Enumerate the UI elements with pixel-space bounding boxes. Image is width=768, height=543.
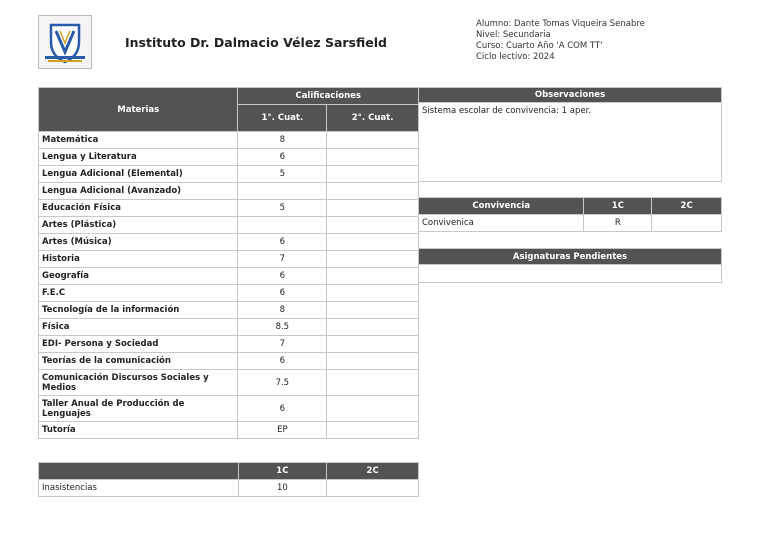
grade-term2 [327,217,419,234]
conduct-col2-header: 2C [652,198,722,215]
grade-term1: 6 [238,149,327,166]
grade-term1: 6 [238,396,327,422]
subject-name: Tecnología de la información [39,302,238,319]
conduct-value-2c [652,215,722,232]
subject-name: EDI- Persona y Sociedad [39,336,238,353]
subject-name: Comunicación Discursos Sociales y Medios [39,370,238,396]
grade-row [39,336,419,353]
student-course: Curso: Cuarto Año 'A COM TT' [476,41,603,51]
grade-row [39,183,419,200]
subject-name: Geografía [39,268,238,285]
grade-term2 [327,319,419,336]
grade-term2 [327,285,419,302]
absences-row [39,480,419,497]
grade-row [39,353,419,370]
grade-term2 [327,132,419,149]
grade-term2 [327,302,419,319]
grade-term2 [327,200,419,217]
grade-term1: 5 [238,200,327,217]
subjects-header: Materias [39,88,238,132]
subject-name: F.E.C [39,285,238,302]
conduct-table [418,197,722,232]
grade-row [39,200,419,217]
grade-term2 [327,396,419,422]
grade-term2 [327,251,419,268]
grade-term1: 5 [238,166,327,183]
grade-row [39,166,419,183]
grade-term1: 8 [238,132,327,149]
absences-table [38,462,419,497]
grade-term2 [327,353,419,370]
grade-row [39,268,419,285]
pending-subjects-table [418,248,722,283]
grade-term2 [327,336,419,353]
grade-term1: 7.5 [238,370,327,396]
grade-term1: EP [238,422,327,439]
grade-term2 [327,149,419,166]
subject-name: Artes (Música) [39,234,238,251]
absences-value-1c: 10 [238,480,327,497]
term1-header: 1°. Cuat. [238,105,327,132]
grade-term1 [238,183,327,200]
subject-name: Lengua Adicional (Avanzado) [39,183,238,200]
grade-row [39,396,419,422]
grade-term2 [327,183,419,200]
observations-text: Sistema escolar de convivencia: 1 aper. [419,103,722,182]
grade-row [39,217,419,234]
conduct-value-1c: R [584,215,652,232]
observations-header: Observaciones [419,88,722,103]
pending-subjects-header: Asignaturas Pendientes [419,249,722,265]
grade-term1: 6 [238,268,327,285]
grade-row [39,422,419,439]
subject-name: Física [39,319,238,336]
grade-term1: 7 [238,336,327,353]
conduct-label: Convivenica [419,215,584,232]
grade-term1: 7 [238,251,327,268]
absences-label: Inasistencias [39,480,239,497]
grade-term1 [238,217,327,234]
grade-term1: 6 [238,234,327,251]
subject-name: Matemática [39,132,238,149]
observations-table [418,87,722,182]
subject-name: Historia [39,251,238,268]
grade-term1: 8.5 [238,319,327,336]
school-logo [38,15,92,69]
subject-name: Tutoría [39,422,238,439]
grade-row [39,149,419,166]
pending-subjects-empty-row [419,265,722,283]
conduct-row [419,215,722,232]
grade-row [39,319,419,336]
student-info [476,19,645,63]
absences-value-2c [327,480,419,497]
grade-term1: 8 [238,302,327,319]
grades-header: Calificaciones [238,88,419,105]
grade-term1: 6 [238,353,327,370]
grade-row [39,132,419,149]
grade-term2 [327,422,419,439]
conduct-col1-header: 1C [584,198,652,215]
subject-name: Teorías de la comunicación [39,353,238,370]
grades-table [38,87,419,439]
subject-name: Taller Anual de Producción de Lenguajes [39,396,238,422]
absences-col2-header: 2C [327,463,419,480]
term2-header: 2°. Cuat. [327,105,419,132]
grade-row [39,370,419,396]
grade-term1: 6 [238,285,327,302]
subject-name: Artes (Plástica) [39,217,238,234]
grade-term2 [327,370,419,396]
student-level: Nivel: Secundaria [476,30,551,40]
subject-name: Lengua y Literatura [39,149,238,166]
school-year: Ciclo lectivo: 2024 [476,52,555,62]
grade-row [39,251,419,268]
grade-row [39,302,419,319]
grade-term2 [327,234,419,251]
grade-row [39,234,419,251]
grade-row [39,285,419,302]
shield-icon [39,16,91,68]
absences-col1-header: 1C [238,463,327,480]
conduct-header: Convivencia [419,198,584,215]
grade-term2 [327,166,419,183]
student-name: Alumno: Dante Tomas Viqueira Senabre [476,19,645,29]
absences-header [39,463,239,480]
grade-term2 [327,268,419,285]
school-name: Instituto Dr. Dalmacio Vélez Sarsfield [125,35,387,50]
subject-name: Educación Física [39,200,238,217]
subject-name: Lengua Adicional (Elemental) [39,166,238,183]
